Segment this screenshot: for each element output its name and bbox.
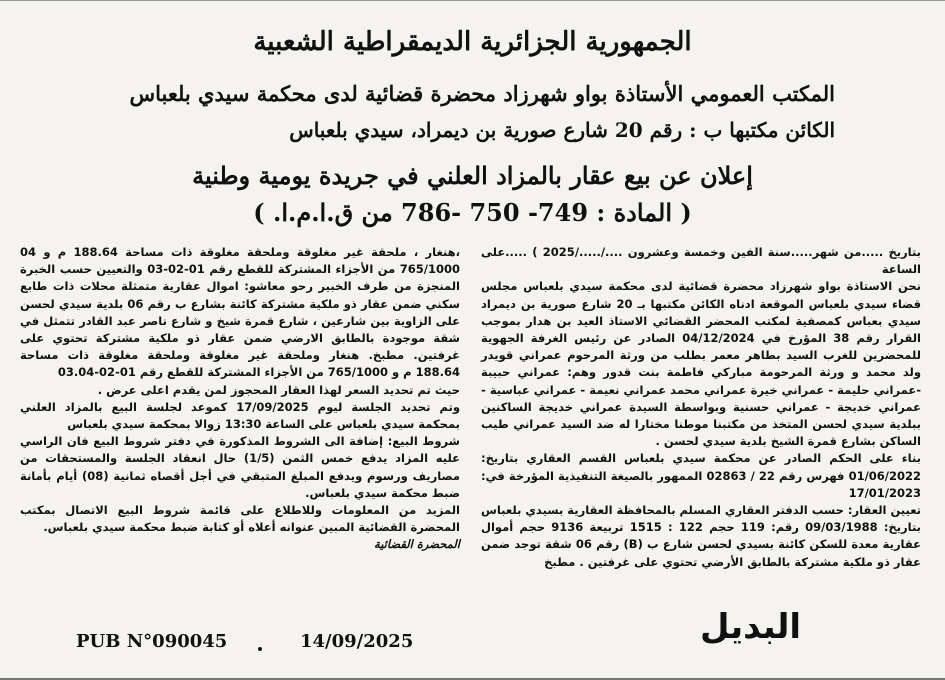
office-heading: المكتب العمومي الأستاذة بواو شهرزاد محضرة قضائية لدى محكمة سيدي بلعباس bbox=[129, 81, 835, 106]
judgment-paragraph: بناء على الحكم الصادر عن محكمة سيدي بلعباس القسم العقاري بتاريخ: 01/06/2022 فهرس رقم 22 / 02863 الممهور بالصيغة التنفيذية المؤرخة في: 17/01/2023 bbox=[481, 451, 921, 500]
republic-heading: الجمهورية الجزائرية الديمقراطية الشعبية bbox=[253, 27, 692, 57]
right-column bbox=[481, 244, 921, 571]
bailiff-paragraph: نحن الاستاذة بواو شهرزاد محضرة قضائية لدى محكمة سيدي بلعباس مجلس قضاء سيدي بلعباس الموقعة ادناه الكائن مكتبها بـ 20 شارع صورية بن ديمراد سيدي بعباس كمصفية لمكتب المحضر القضائي الاستاذ العيد بن هدار بموجب القرار رقم 38 المؤرخ في 04/12/2024 الصادر عن رئيس الغرفة الجهوية للمحضرين للغرب السيد بطاهر معمر بطلب من ورثة المرحوم عمراني قويدر ولد محمد و ورثة المرحومة مباركي فاطمة بنت قدور وهم: عمراني حبيبة -عمراني حليمة - عمراني خيرة عمراني محمد عمراني نعيمة - عمراني عباسية - عمراني خديجة - عمراني حسنية وبواسطة السيدة عمراني خديجة الساكنين ببلدية سيدي لحسن المتخذ من مكتبنا موطنا مختارا له ضد السيد عمراني طيب الساكن بشارع قمرة الشيخ بلدية سيدي لحسن . bbox=[481, 279, 921, 449]
publication-date: 14/09/2025 bbox=[300, 631, 414, 652]
left-column bbox=[20, 244, 460, 554]
article-reference: ( المادة : 749- 750 -786 من ق.ا.م.ا. ) bbox=[253, 198, 692, 227]
newspaper-name: البديل bbox=[700, 607, 802, 647]
date-line: بتاريخ .....من شهر.....سنة الفين وخمسة وعشرون ..../...../2025 ) .....على الساعة bbox=[481, 245, 921, 277]
session-paragraph: وتم تحديد الجلسة ليوم 17/09/2025 كموعد لجلسة البيع بالمزاد العلني بمحكمة سيدي بلعباس على الساعة 13:30 زوالا بمحكمة سيدي بلعباس bbox=[20, 399, 460, 432]
property-details: ،هنغار ، ملحقة غير مغلوقة وملحقة مغلوقة ذات مساحة 188.64 م و 04 765/1000 من الأجزاء المشتركة للقطع رقم 01-02-03 والتعيين حسب الخبرة المنجزة من طرف الخبير رحو معاشو: اموال عقارية متمثلة محلات ذات طابع سكني ضمن عقار ذو ملكية مشتركة كائنة بشارع ب رقم 06 بلدية سيدي لحسن على الزاوية بين شارعين ، شارع قمرة شيخ و شارع ناصر عبد القادر تتمثل في شقة موجودة بالطابق الارضي ضمن عقار ذو ملكية مشتركة تحتوي على غرفتين. مطبخ. هنغار وملحقة غير مغلوقة وملحقة مغلوقة ذات مساحة 188.64 م و 765/1000 من الأجزاء المشتركة للقطع رقم 01-02-03.04 bbox=[20, 245, 460, 380]
signature: المحضرة القضائية bbox=[374, 537, 460, 552]
office-address: الكائن مكتبها ب : رقم 20 شارع صورية بن ديمراد، سيدي بلعباس bbox=[289, 118, 835, 142]
notice-title: إعلان عن بيع عقار بالمزاد العلني في جريدة يومية وطنية bbox=[192, 161, 753, 190]
footer-separator-dot bbox=[258, 647, 262, 651]
property-designation: تعيين العقار: حسب الدفتر العقاري المسلم بالمحافظة العقارية بسيدي بلعباس بتاريخ: 09/03/1988 رقم: 119 حجم 122 : 1515 تربيعة 9136 حجم أموال عقارية معدة للسكن كائنة بسيدي لحسن شارع ب (B) رقم 06 شقة توجد ضمن عقار ذو ملكية مشتركة بالطابق الأرضي تحتوي على غرفتين . مطبخ bbox=[481, 503, 922, 569]
price-paragraph: حيث تم تحديد السعر لهذا العقار المحجوز لمن يقدم اعلى عرض . bbox=[97, 382, 460, 397]
sale-conditions: شروط البيع: إضافة الى الشروط المذكورة في دفتر شروط البيع فان الراسي عليه المزاد يدفع خمس الثمن (1/5) حال انعقاد الجلسة والمستحقات من مصاريف ورسوم ويدفع المبلغ المتبقي في أجل أقصاه ثمانية (08) أيام بأمانة ضبط محكمة سيدي بلعباس. bbox=[20, 434, 461, 500]
contact-paragraph: المزيد من المعلومات وللاطلاع على قائمة شروط البيع الاتصال بمكتب المحضرة القضائية المبين عنوانه أعلاه أو كتابة ضبط محكمة سيدي بلعباس. bbox=[20, 503, 460, 535]
pub-number: PUB N°090045 bbox=[76, 631, 228, 652]
